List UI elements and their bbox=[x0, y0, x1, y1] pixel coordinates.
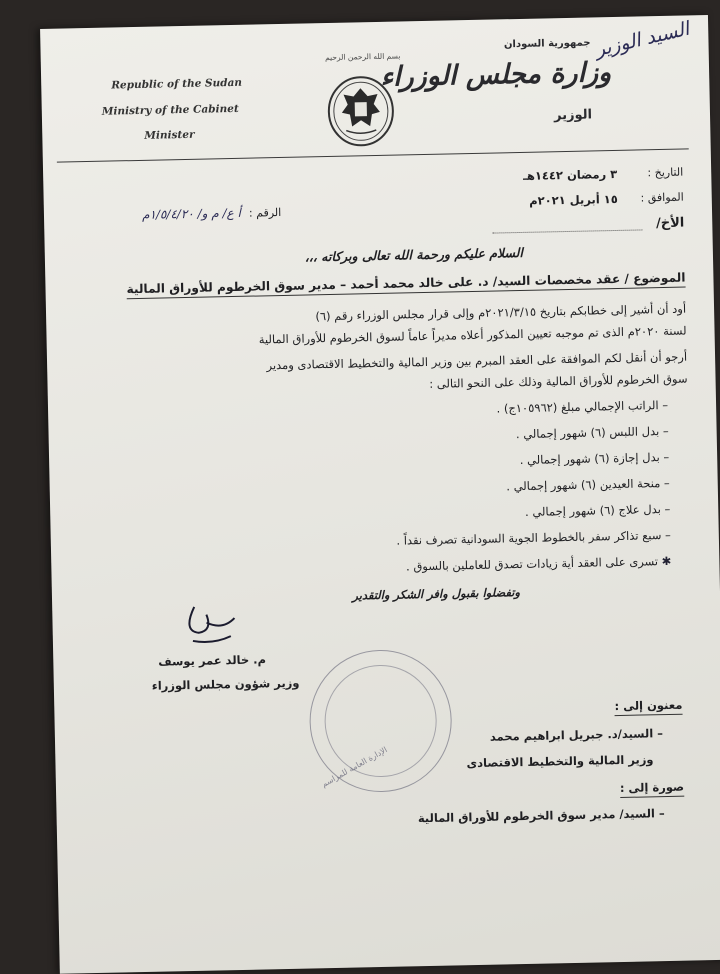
copy-recipient: – السيد/ مدير سوق الخرطوم للأوراق المالية bbox=[417, 806, 665, 826]
para2-line1: أرجو أن أنقل لكم الموافقة على العقد المبرم بين وزير المالية والتخطيط الاقتصادى ومدير bbox=[266, 349, 688, 373]
date-label: التاريخ : bbox=[647, 165, 684, 180]
list-item: – سبع تذاكر سفر بالخطوط الجوية السودانية تصرف نقداً . bbox=[396, 527, 671, 548]
closing-line: وتفضلوا بقبول وافر الشكر والتقدير bbox=[352, 585, 521, 603]
list-item: – الراتب الإجمالي مبلغ (١٠٥٩٦٢ج) . bbox=[496, 397, 669, 416]
header-en-ministry: Ministry of the Cabinet bbox=[101, 102, 239, 118]
list-item: – بدل اللبس (٦) شهور إجمالي . bbox=[515, 423, 669, 442]
ref-value: أ ع/ م و/ ١/٥/٤/٢٠م bbox=[141, 205, 241, 222]
stamp-text: الإدارة العامة للمراسم bbox=[320, 745, 389, 789]
salutation: السلام عليكم ورحمة الله تعالى وبركاته ،،، bbox=[304, 244, 524, 265]
handwritten-note: السيد الوزير bbox=[593, 17, 692, 62]
para2-line2: سوق الخرطوم للأوراق المالية وذلك على النحو التالى : bbox=[429, 371, 688, 391]
date-hijri: ٣ رمضان ١٤٤٢هـ bbox=[522, 166, 618, 183]
header-rule bbox=[57, 148, 689, 162]
date-gregorian: ١٥ أبريل ٢٠٢١م bbox=[529, 191, 618, 208]
list-item: – بدل إجازة (٦) شهور إجمالي . bbox=[519, 449, 670, 468]
header-ar-republic: جمهورية السودان bbox=[503, 37, 591, 51]
para1-line1: أود أن أشير إلى خطابكم بتاريخ ٢٠٢١/٣/١٥م وإلى قرار مجلس الوزراء رقم (٦) bbox=[315, 301, 687, 324]
list-item: ✱ تسرى على العقد أية زيادات تصدق للعاملين بالسوق . bbox=[405, 553, 672, 574]
corresponding-label: الموافق : bbox=[640, 190, 684, 205]
addressed-to-label: معنون إلى : bbox=[614, 698, 682, 716]
brother-dotted-line bbox=[492, 229, 642, 233]
ref-label: الرقم : bbox=[248, 205, 282, 220]
header-en-minister: Minister bbox=[144, 128, 195, 142]
para1-line2: لسنة ٢٠٢٠م الذى تم موجبه تعيين المذكور أعلاه مديراً عاماً لسوق الخرطوم للأوراق المالية bbox=[258, 323, 687, 347]
letter-page bbox=[40, 15, 720, 974]
list-item: – بدل علاج (٦) شهور إجمالي . bbox=[524, 501, 671, 519]
header-ar-ministry: وزارة مجلس الوزراء bbox=[380, 57, 612, 93]
addressed-recipient-title: وزير المالية والتخطيط الاقتصادى bbox=[466, 752, 654, 771]
subject-line: الموضوع / عقد مخصصات السيد/ د. على خالد محمد أحمد – مدير سوق الخرطوم للأوراق المالية bbox=[126, 271, 685, 300]
copy-to-label: صورة إلى : bbox=[620, 780, 685, 798]
signatory-name: م. خالد عمر يوسف bbox=[158, 652, 267, 669]
header-ar-minister: الوزير bbox=[553, 107, 593, 124]
header-en-republic: Republic of the Sudan bbox=[111, 76, 243, 92]
signature-icon bbox=[172, 600, 253, 652]
brother-label: الأخ/ bbox=[655, 215, 685, 232]
list-item: – منحة العيدين (٦) شهور إجمالي . bbox=[506, 475, 670, 494]
signatory-title: وزير شؤون مجلس الوزراء bbox=[151, 675, 300, 693]
addressed-recipient: – السيد/د. جبريل ابراهيم محمد bbox=[489, 726, 664, 744]
basmala: بسم الله الرحمن الرحيم bbox=[324, 51, 401, 63]
